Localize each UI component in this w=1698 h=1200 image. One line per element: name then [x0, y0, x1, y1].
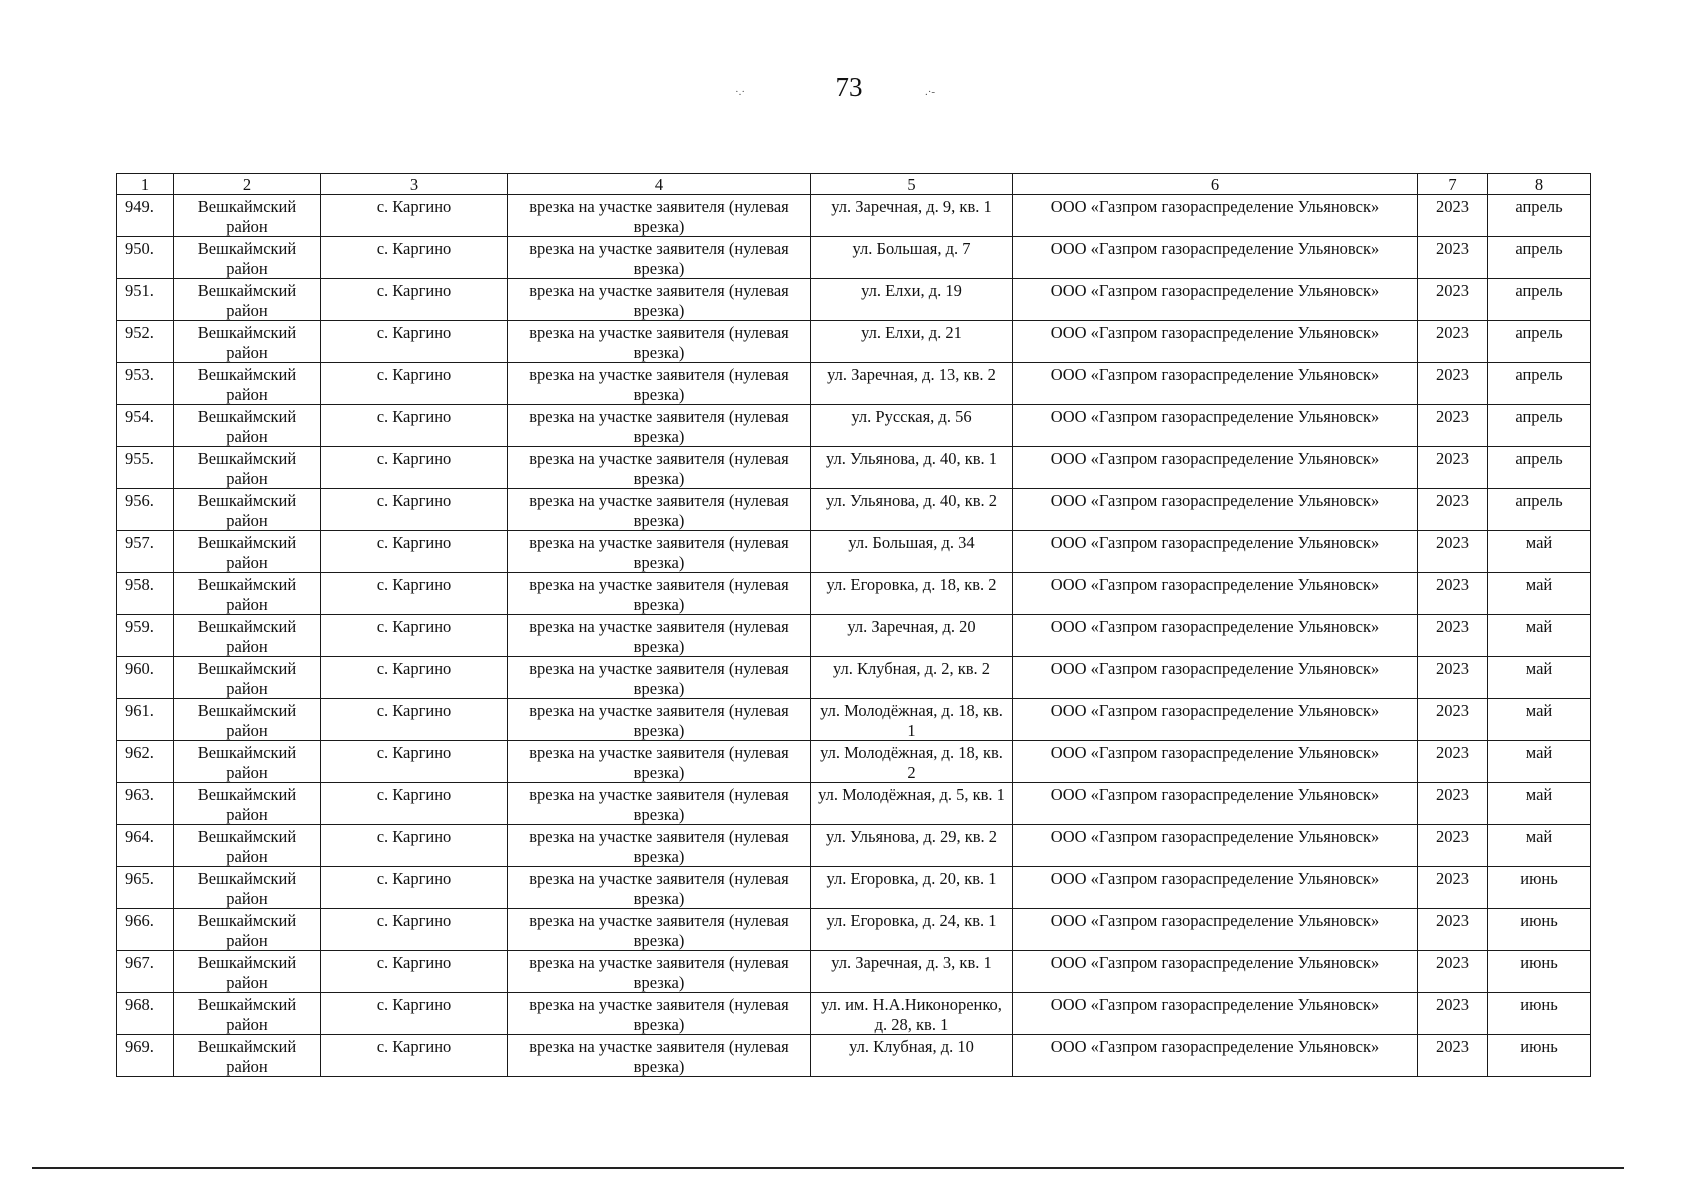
cell-month: май: [1488, 825, 1591, 867]
cell-district: Вешкаймский район: [174, 195, 321, 237]
cell-district: Вешкаймский район: [174, 489, 321, 531]
cell-month: апрель: [1488, 363, 1591, 405]
cell-connection-type: врезка на участке заявителя (нулевая врезка): [508, 867, 811, 909]
cell-address: ул. Русская, д. 56: [811, 405, 1013, 447]
cell-organization: ООО «Газпром газораспределение Ульяновск»: [1013, 279, 1418, 321]
cell-year: 2023: [1418, 447, 1488, 489]
cell-organization: ООО «Газпром газораспределение Ульяновск»: [1013, 951, 1418, 993]
cell-address: ул. Клубная, д. 10: [811, 1035, 1013, 1077]
cell-address: ул. Ульянова, д. 29, кв. 2: [811, 825, 1013, 867]
cell-settlement: с. Каргино: [321, 867, 508, 909]
cell-connection-type: врезка на участке заявителя (нулевая врезка): [508, 321, 811, 363]
cell-district: Вешкаймский район: [174, 615, 321, 657]
cell-address: ул. Заречная, д. 13, кв. 2: [811, 363, 1013, 405]
cell-year: 2023: [1418, 405, 1488, 447]
cell-settlement: с. Каргино: [321, 909, 508, 951]
cell-settlement: с. Каргино: [321, 615, 508, 657]
cell-settlement: с. Каргино: [321, 195, 508, 237]
table-row: [117, 447, 1591, 489]
cell-settlement: с. Каргино: [321, 363, 508, 405]
cell-district: Вешкаймский район: [174, 321, 321, 363]
cell-organization: ООО «Газпром газораспределение Ульяновск»: [1013, 909, 1418, 951]
cell-settlement: с. Каргино: [321, 279, 508, 321]
cell-year: 2023: [1418, 237, 1488, 279]
cell-settlement: с. Каргино: [321, 741, 508, 783]
cell-settlement: с. Каргино: [321, 489, 508, 531]
cell-district: Вешкаймский район: [174, 783, 321, 825]
cell-connection-type: врезка на участке заявителя (нулевая врезка): [508, 279, 811, 321]
table-row: [117, 279, 1591, 321]
cell-row-number: 950.: [117, 237, 174, 279]
cell-year: 2023: [1418, 657, 1488, 699]
cell-connection-type: врезка на участке заявителя (нулевая врезка): [508, 699, 811, 741]
cell-row-number: 962.: [117, 741, 174, 783]
column-header-2: 2: [174, 174, 321, 195]
cell-address: ул. Молодёжная, д. 18, кв. 1: [811, 699, 1013, 741]
table-row: [117, 615, 1591, 657]
cell-month: май: [1488, 699, 1591, 741]
cell-year: 2023: [1418, 993, 1488, 1035]
cell-row-number: 958.: [117, 573, 174, 615]
scan-artifact: ·.·: [735, 86, 746, 98]
cell-settlement: с. Каргино: [321, 657, 508, 699]
cell-address: ул. Егоровка, д. 24, кв. 1: [811, 909, 1013, 951]
cell-month: апрель: [1488, 279, 1591, 321]
cell-organization: ООО «Газпром газораспределение Ульяновск»: [1013, 741, 1418, 783]
cell-address: ул. Молодёжная, д. 18, кв. 2: [811, 741, 1013, 783]
cell-month: май: [1488, 573, 1591, 615]
cell-month: май: [1488, 783, 1591, 825]
cell-row-number: 968.: [117, 993, 174, 1035]
cell-connection-type: врезка на участке заявителя (нулевая врезка): [508, 783, 811, 825]
cell-address: ул. Елхи, д. 19: [811, 279, 1013, 321]
table-header-row: [117, 174, 1591, 195]
cell-organization: ООО «Газпром газораспределение Ульяновск»: [1013, 867, 1418, 909]
table-row: [117, 573, 1591, 615]
cell-organization: ООО «Газпром газораспределение Ульяновск»: [1013, 993, 1418, 1035]
table-row: [117, 783, 1591, 825]
cell-year: 2023: [1418, 867, 1488, 909]
cell-month: май: [1488, 615, 1591, 657]
cell-settlement: с. Каргино: [321, 699, 508, 741]
cell-month: апрель: [1488, 237, 1591, 279]
cell-row-number: 957.: [117, 531, 174, 573]
table-row: [117, 657, 1591, 699]
cell-district: Вешкаймский район: [174, 993, 321, 1035]
cell-district: Вешкаймский район: [174, 531, 321, 573]
cell-organization: ООО «Газпром газораспределение Ульяновск»: [1013, 1035, 1418, 1077]
cell-year: 2023: [1418, 615, 1488, 657]
cell-organization: ООО «Газпром газораспределение Ульяновск»: [1013, 321, 1418, 363]
cell-month: апрель: [1488, 489, 1591, 531]
cell-settlement: с. Каргино: [321, 573, 508, 615]
cell-connection-type: врезка на участке заявителя (нулевая врезка): [508, 489, 811, 531]
cell-year: 2023: [1418, 783, 1488, 825]
table-row: [117, 993, 1591, 1035]
cell-address: ул. Клубная, д. 2, кв. 2: [811, 657, 1013, 699]
cell-organization: ООО «Газпром газораспределение Ульяновск»: [1013, 615, 1418, 657]
column-header-4: 4: [508, 174, 811, 195]
cell-district: Вешкаймский район: [174, 363, 321, 405]
cell-organization: ООО «Газпром газораспределение Ульяновск»: [1013, 195, 1418, 237]
cell-district: Вешкаймский район: [174, 1035, 321, 1077]
cell-address: ул. им. Н.А.Никоноренко, д. 28, кв. 1: [811, 993, 1013, 1035]
cell-organization: ООО «Газпром газораспределение Ульяновск»: [1013, 447, 1418, 489]
cell-district: Вешкаймский район: [174, 447, 321, 489]
table-row: [117, 489, 1591, 531]
cell-organization: ООО «Газпром газораспределение Ульяновск»: [1013, 405, 1418, 447]
table-row: [117, 741, 1591, 783]
cell-organization: ООО «Газпром газораспределение Ульяновск»: [1013, 573, 1418, 615]
cell-district: Вешкаймский район: [174, 279, 321, 321]
cell-year: 2023: [1418, 951, 1488, 993]
cell-month: май: [1488, 741, 1591, 783]
cell-district: Вешкаймский район: [174, 657, 321, 699]
cell-year: 2023: [1418, 363, 1488, 405]
cell-district: Вешкаймский район: [174, 741, 321, 783]
cell-year: 2023: [1418, 1035, 1488, 1077]
cell-year: 2023: [1418, 825, 1488, 867]
cell-district: Вешкаймский район: [174, 951, 321, 993]
column-header-6: 6: [1013, 174, 1418, 195]
cell-row-number: 964.: [117, 825, 174, 867]
cell-address: ул. Заречная, д. 3, кв. 1: [811, 951, 1013, 993]
cell-year: 2023: [1418, 531, 1488, 573]
cell-address: ул. Ульянова, д. 40, кв. 1: [811, 447, 1013, 489]
cell-connection-type: врезка на участке заявителя (нулевая врезка): [508, 447, 811, 489]
cell-month: май: [1488, 531, 1591, 573]
cell-district: Вешкаймский район: [174, 573, 321, 615]
table-row: [117, 195, 1591, 237]
table-row: [117, 321, 1591, 363]
cell-organization: ООО «Газпром газораспределение Ульяновск»: [1013, 657, 1418, 699]
cell-connection-type: врезка на участке заявителя (нулевая врезка): [508, 573, 811, 615]
cell-year: 2023: [1418, 573, 1488, 615]
cell-organization: ООО «Газпром газораспределение Ульяновск»: [1013, 237, 1418, 279]
cell-connection-type: врезка на участке заявителя (нулевая врезка): [508, 951, 811, 993]
cell-organization: ООО «Газпром газораспределение Ульяновск»: [1013, 699, 1418, 741]
cell-month: апрель: [1488, 195, 1591, 237]
column-header-3: 3: [321, 174, 508, 195]
table-row: [117, 237, 1591, 279]
table-row: [117, 909, 1591, 951]
table-row: [117, 531, 1591, 573]
page-number: 73: [835, 72, 863, 102]
cell-organization: ООО «Газпром газораспределение Ульяновск»: [1013, 783, 1418, 825]
cell-row-number: 960.: [117, 657, 174, 699]
cell-settlement: с. Каргино: [321, 951, 508, 993]
cell-settlement: с. Каргино: [321, 825, 508, 867]
cell-connection-type: врезка на участке заявителя (нулевая врезка): [508, 405, 811, 447]
cell-district: Вешкаймский район: [174, 867, 321, 909]
cell-connection-type: врезка на участке заявителя (нулевая врезка): [508, 531, 811, 573]
cell-month: апрель: [1488, 321, 1591, 363]
cell-settlement: с. Каргино: [321, 405, 508, 447]
cell-year: 2023: [1418, 321, 1488, 363]
cell-organization: ООО «Газпром газораспределение Ульяновск»: [1013, 531, 1418, 573]
table-row: [117, 405, 1591, 447]
table-row: [117, 825, 1591, 867]
cell-row-number: 961.: [117, 699, 174, 741]
cell-month: апрель: [1488, 447, 1591, 489]
cell-year: 2023: [1418, 279, 1488, 321]
cell-district: Вешкаймский район: [174, 825, 321, 867]
cell-connection-type: врезка на участке заявителя (нулевая врезка): [508, 993, 811, 1035]
cell-row-number: 969.: [117, 1035, 174, 1077]
table-row: [117, 699, 1591, 741]
cell-year: 2023: [1418, 699, 1488, 741]
cell-row-number: 967.: [117, 951, 174, 993]
cell-row-number: 965.: [117, 867, 174, 909]
cell-row-number: 955.: [117, 447, 174, 489]
cell-month: май: [1488, 657, 1591, 699]
cell-address: ул. Большая, д. 7: [811, 237, 1013, 279]
table-row: [117, 867, 1591, 909]
column-header-5: 5: [811, 174, 1013, 195]
cell-settlement: с. Каргино: [321, 531, 508, 573]
cell-month: июнь: [1488, 993, 1591, 1035]
cell-address: ул. Заречная, д. 9, кв. 1: [811, 195, 1013, 237]
cell-year: 2023: [1418, 195, 1488, 237]
table-row: [117, 951, 1591, 993]
cell-row-number: 956.: [117, 489, 174, 531]
cell-row-number: 954.: [117, 405, 174, 447]
cell-connection-type: врезка на участке заявителя (нулевая врезка): [508, 825, 811, 867]
cell-address: ул. Молодёжная, д. 5, кв. 1: [811, 783, 1013, 825]
cell-organization: ООО «Газпром газораспределение Ульяновск»: [1013, 363, 1418, 405]
cell-year: 2023: [1418, 489, 1488, 531]
cell-connection-type: врезка на участке заявителя (нулевая врезка): [508, 195, 811, 237]
cell-organization: ООО «Газпром газораспределение Ульяновск»: [1013, 825, 1418, 867]
cell-settlement: с. Каргино: [321, 447, 508, 489]
cell-district: Вешкаймский район: [174, 237, 321, 279]
cell-address: ул. Елхи, д. 21: [811, 321, 1013, 363]
cell-row-number: 966.: [117, 909, 174, 951]
cell-connection-type: врезка на участке заявителя (нулевая врезка): [508, 1035, 811, 1077]
cell-settlement: с. Каргино: [321, 783, 508, 825]
cell-year: 2023: [1418, 741, 1488, 783]
cell-connection-type: врезка на участке заявителя (нулевая врезка): [508, 741, 811, 783]
cell-connection-type: врезка на участке заявителя (нулевая врезка): [508, 237, 811, 279]
cell-month: июнь: [1488, 909, 1591, 951]
registry-table: [116, 173, 1591, 1077]
cell-settlement: с. Каргино: [321, 237, 508, 279]
cell-connection-type: врезка на участке заявителя (нулевая врезка): [508, 909, 811, 951]
bottom-rule: [32, 1167, 1624, 1169]
cell-row-number: 959.: [117, 615, 174, 657]
column-header-7: 7: [1418, 174, 1488, 195]
cell-district: Вешкаймский район: [174, 405, 321, 447]
cell-address: ул. Егоровка, д. 20, кв. 1: [811, 867, 1013, 909]
cell-district: Вешкаймский район: [174, 699, 321, 741]
cell-connection-type: врезка на участке заявителя (нулевая врезка): [508, 363, 811, 405]
cell-row-number: 951.: [117, 279, 174, 321]
cell-row-number: 963.: [117, 783, 174, 825]
cell-address: ул. Большая, д. 34: [811, 531, 1013, 573]
scan-artifact: .·-: [925, 86, 936, 98]
cell-month: июнь: [1488, 867, 1591, 909]
cell-settlement: с. Каргино: [321, 1035, 508, 1077]
cell-district: Вешкаймский район: [174, 909, 321, 951]
cell-row-number: 953.: [117, 363, 174, 405]
cell-month: апрель: [1488, 405, 1591, 447]
cell-month: июнь: [1488, 951, 1591, 993]
cell-address: ул. Заречная, д. 20: [811, 615, 1013, 657]
cell-address: ул. Егоровка, д. 18, кв. 2: [811, 573, 1013, 615]
table-row: [117, 363, 1591, 405]
cell-settlement: с. Каргино: [321, 321, 508, 363]
cell-connection-type: врезка на участке заявителя (нулевая врезка): [508, 615, 811, 657]
cell-organization: ООО «Газпром газораспределение Ульяновск»: [1013, 489, 1418, 531]
table-row: [117, 1035, 1591, 1077]
registry-table-body: [117, 174, 1591, 1077]
cell-connection-type: врезка на участке заявителя (нулевая врезка): [508, 657, 811, 699]
cell-month: июнь: [1488, 1035, 1591, 1077]
cell-year: 2023: [1418, 909, 1488, 951]
column-header-8: 8: [1488, 174, 1591, 195]
column-header-1: 1: [117, 174, 174, 195]
cell-address: ул. Ульянова, д. 40, кв. 2: [811, 489, 1013, 531]
cell-settlement: с. Каргино: [321, 993, 508, 1035]
cell-row-number: 952.: [117, 321, 174, 363]
cell-row-number: 949.: [117, 195, 174, 237]
